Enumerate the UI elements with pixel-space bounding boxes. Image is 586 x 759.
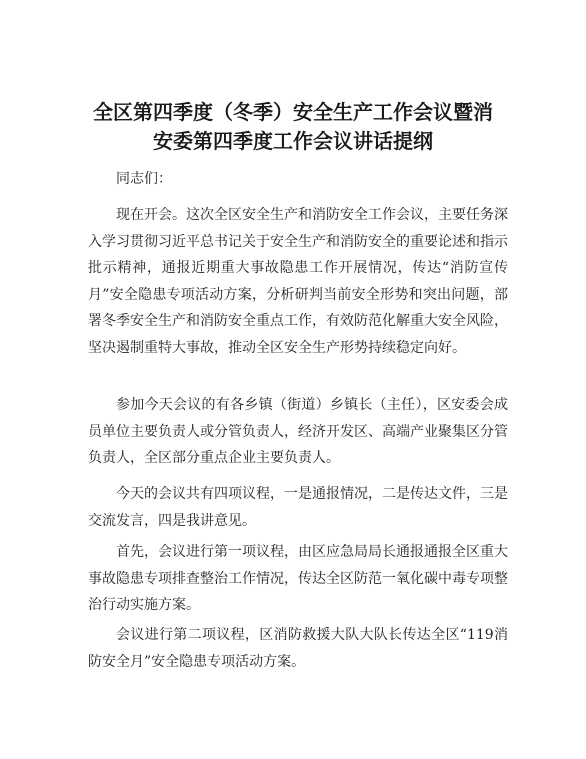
paragraph-opening: 现在开会。这次全区安全生产和消防安全工作会议，主要任务深入学习贯彻习近平总书记关于安全生产和消防安全的重要论述和指示批示精神，通报近期重大事故隐患工作开展情况，传达“消防宣传月”安全隐患专项活动方案，分析研判当前安全形势和突出问题，部署冬季安全生产和消防安全重点工作，有效防范化解重大安全风险，坚决遏制重特大事故，推动全区安全生产形势持续稳定向好。 [88,207,508,356]
title-line-2: 安委第四季度工作会议讲话提纲 [153,129,433,153]
paragraph-agenda: 今天的会议共有四项议程，一是通报情况，二是传达文件，三是交流发言，四是我讲意见。 [88,486,508,529]
document-title [60,98,526,156]
salutation: 同志们： [116,171,172,187]
paragraph-attendees: 参加今天会议的有各乡镇（街道）乡镇长（主任），区安委会成员单位主要负责人或分管负责人，经济开发区、高端产业聚集区分管负责人，全区部分重点企业主要负责人。 [88,397,508,466]
title-line-1: 全区第四季度（冬季）安全生产工作会议暨消 [93,100,493,124]
paragraph-agenda-item-1: 首先，会议进行第一项议程，由区应急局局长通报通报全区重大事故隐患专项排查整治工作情况，传达全区防范一氧化碳中毒专项整治行动实施方案。 [88,544,508,613]
paragraph-agenda-item-2: 会议进行第二项议程，区消防救援大队大队长传达全区“119消防安全月”安全隐患专项活动方案。 [88,627,508,670]
